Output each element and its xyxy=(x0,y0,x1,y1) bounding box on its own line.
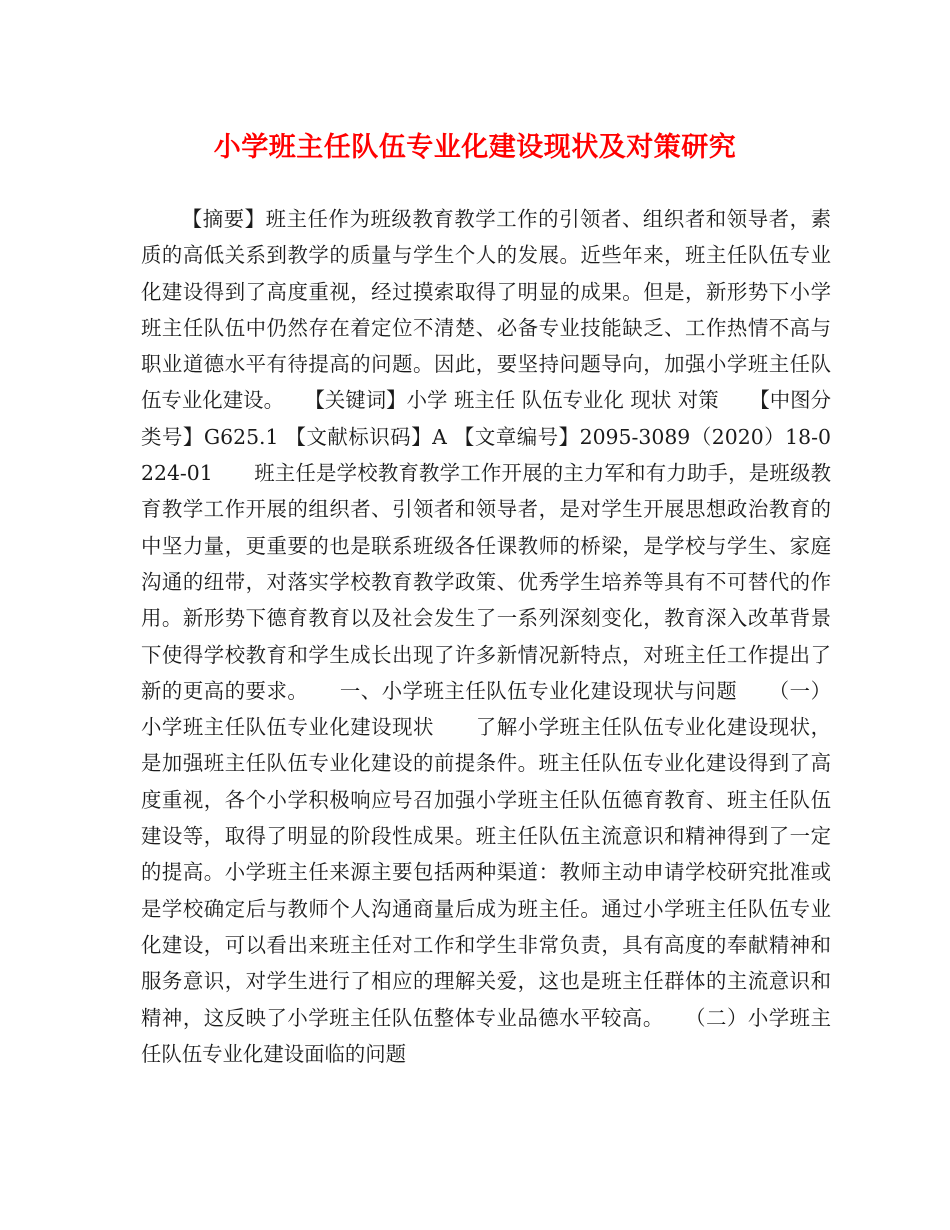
document-body: 【摘要】班主任作为班级教育教学工作的引领者、组织者和领导者，素质的高低关系到教学的质量与学生个人的发展。近些年来，班主任队伍专业化建设得到了高度重视，经过摸索取得了明显的成果。但是，新形势下小学班主任队伍中仍然存在着定位不清楚、必备专业技能缺乏、工作热情不高与职业道德水平有待提高的问题。因此，要坚持问题导向，加强小学班主任队伍专业化建设。 【关键词】小学 班主任 队伍专业化 现状 对策 【中图分类号】G625.1 【文献标识码】A 【文章编号】2095-3089（2020）18-0224-01 班主任是学校教育教学工作开展的主力军和有力助手，是班级教育教学工作开展的组织者、引领者和领导者，是对学生开展思想政治教育的中坚力量，更重要的也是联系班级各任课教师的桥梁，是学校与学生、家庭沟通的纽带，对落实学校教育教学政策、优秀学生培养等具有不可替代的作用。新形势下德育教育以及社会发生了一系列深刻变化，教育深入改革背景下使得学校教育和学生成长出现了许多新情况新特点，对班主任工作提出了新的更高的要求。 一、小学班主任队伍专业化建设现状与问题 （一）小学班主任队伍专业化建设现状 了解小学班主任队伍专业化建设现状，是加强班主任队伍专业化建设的前提条件。班主任队伍专业化建设得到了高度重视，各个小学积极响应号召加强小学班主任队伍德育教育、班主任队伍建设等，取得了明显的阶段性成果。班主任队伍主流意识和精神得到了一定的提高。小学班主任来源主要包括两种渠道：教师主动申请学校研究批准或是学校确定后与教师个人沟通商量后成为班主任。通过小学班主任队伍专业化建设，可以看出来班主任对工作和学生非常负责，具有高度的奉献精神和服务意识，对学生进行了相应的理解关爱，这也是班主任群体的主流意识和精神，这反映了小学班主任队伍整体专业品德水平较高。 （二）小学班主任队伍专业化建设面临的问题 xyxy=(141,207,831,1066)
document-title: 小学班主任队伍专业化建设现状及对策研究 xyxy=(213,132,737,163)
